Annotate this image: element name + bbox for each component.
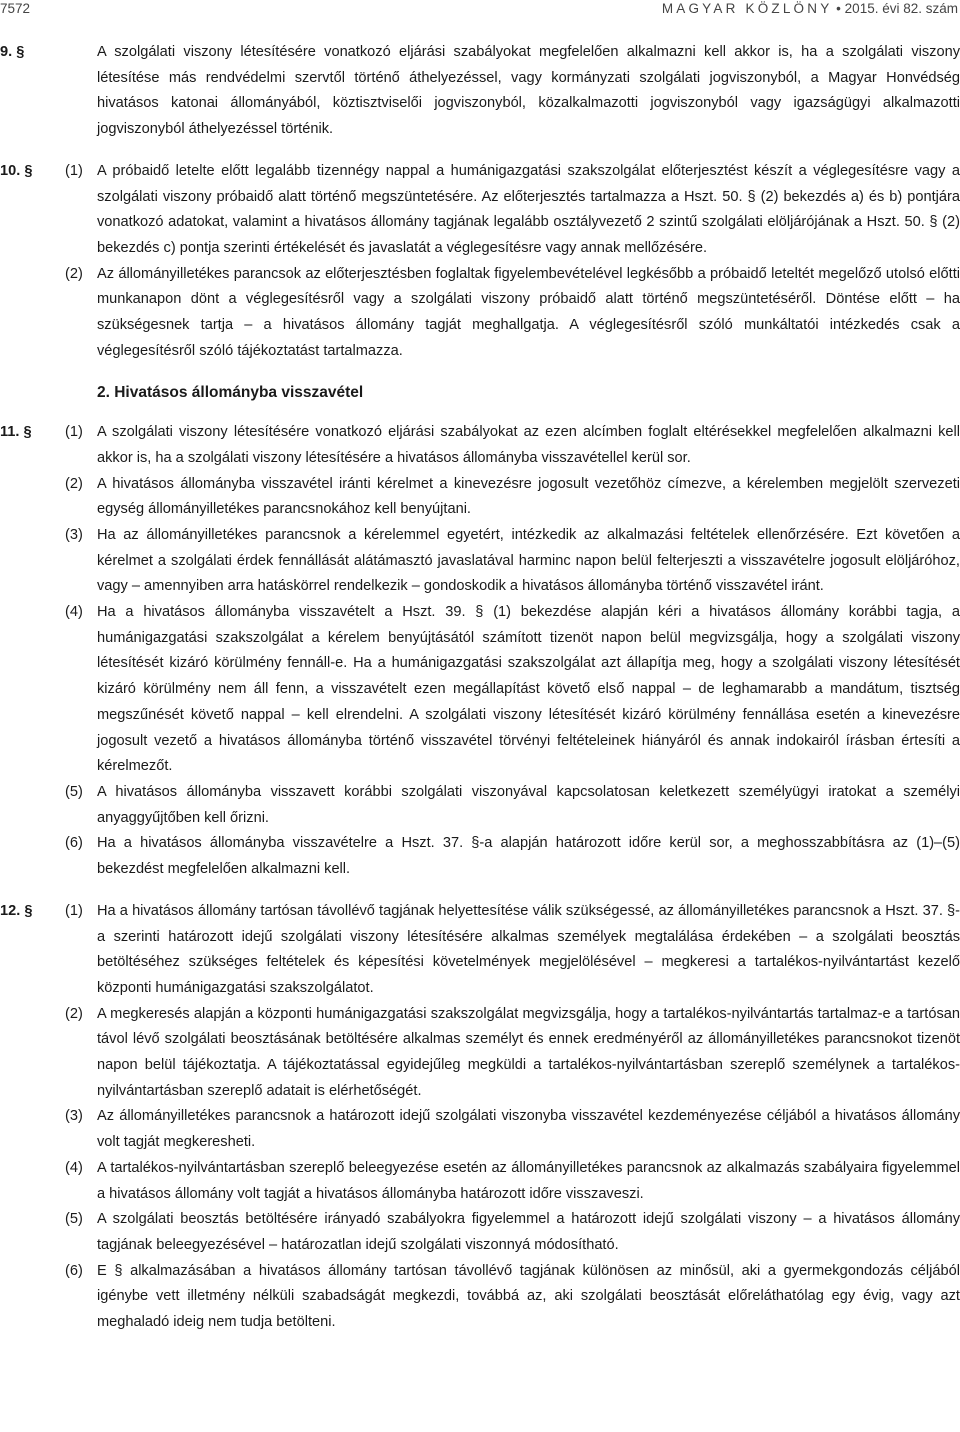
section-number: 12. § (0, 902, 33, 919)
paragraph-text: A megkeresés alapján a központi humánigazgatási szakszolgálat megvizsgálja, hogy a tartalékos-nyilvántartás tartalmaz-e a tartósan távol lévő szolgálati beosztásának betöltésére alkalmas személyt és ennek eredményéről az állományilletékes parancsnokot tizenöt napon belül tájékoztatja. A tájékoztatással egyidejűleg megküldi a tartalékos-nyilvántartásban szereplő személynek a tartalékos-nyilvántartásban szereplő adatait is elérhetőségét. (97, 1005, 960, 1099)
paragraph (65, 523, 960, 600)
section-number: 9. § (0, 44, 25, 60)
paragraph-text: A hivatásos állományba visszavétel iránti kérelmet a kinevezésre jogosult vezetőhöz címezve, a kérelemben megjelölt szervezeti egység állományilletékes parancsnokához kell benyújtani. (97, 475, 960, 518)
paragraph (65, 1002, 960, 1105)
paragraph-text: A tartalékos-nyilvántartásban szereplő beleegyezése esetén az állományilletékes parancsnok az alkalmazás szabályaira figyelemmel a hivatásos állomány volt tagját a hivatásos állományba határozott időre visszaveszi. (97, 1159, 960, 1202)
paragraph-number: (5) (65, 1211, 83, 1228)
paragraph-number: (2) (65, 1005, 83, 1022)
section-number: 11. § (0, 424, 32, 441)
paragraph-text: A hivatásos állományba visszavett korábbi szolgálati viszonyával kapcsolatosan keletkezett személyügyi iratokat a személyi anyaggyűjtőben kell őrizni. (97, 783, 960, 826)
paragraph-text: E § alkalmazásában a hivatásos állomány tartósan távollévő tagjának különösen az minősül, aki a gyermekgondozás céljából igénybe vett illetmény nélküli szabadságát megkezdi, továbbá az, aki szolgálati beosztását előreláthatólag egy évig, vagy azt meghaladó ideig nem tudja betölteni. (97, 1262, 960, 1331)
paragraph-number: (1) (65, 424, 83, 441)
paragraph (65, 899, 960, 1002)
paragraph-text: A szolgálati beosztás betöltésére irányadó szabályokra figyelemmel a határozott idejű szolgálati viszony – a hivatásos állomány tagjának beleegyezésével – határozatlan idejű szolgálati viszonnyá módosítható. (97, 1211, 960, 1253)
paragraph-number: (1) (65, 902, 83, 919)
paragraph (65, 1259, 960, 1336)
paragraph-number: (3) (65, 526, 83, 543)
page-number: 7572 (0, 1, 31, 16)
section-11 (0, 420, 960, 883)
paragraph-text: A próbaidő letelte előtt legalább tizennégy nappal a humánigazgatási szakszolgálat előterjesztést készít a véglegesítésre vagy a szolgálati viszony próbaidő alatt történő megszüntetésére. Az előterjesztés tartalmazza a Hszt. 50. § (2) bekezdés a) és b) pontjára vonatkozó adatokat, valamint a hivatásos állomány tagjának legalább osztályvezető 2 szintű szolgálati elöljárójának a Hszt. 50. § (2) bekezdés c) pontja szerinti értékelését és javaslatát a véglegesítésre vagy annak mellőzésére. (97, 162, 960, 256)
publication-info (662, 1, 958, 16)
paragraph-number: (5) (65, 783, 83, 800)
paragraph-text: Ha a hivatásos állományba visszavételre a Hszt. 37. §-a alapján határozott időre kerül sor, a meghosszabbításra az (1)–(5) bekezdést megfelelően alkalmazni kell. (97, 835, 960, 878)
page-header (0, 0, 960, 22)
paragraph (65, 159, 960, 262)
paragraph (65, 472, 960, 523)
paragraph (65, 262, 960, 365)
paragraph-text: A szolgálati viszony létesítésére vonatkozó eljárási szabályokat az ezen alcímben foglalt eltérésekkel megfelelően alkalmazni kell akkor is, ha a szolgálati viszony létesítésére a hivatásos állományba visszavétellel kerül sor. (97, 424, 960, 466)
paragraph (65, 780, 960, 831)
subtitle-heading: 2. Hivatásos állományba visszavétel (97, 384, 364, 402)
paragraph (65, 420, 960, 471)
paragraph (65, 1207, 960, 1258)
paragraph-number: (2) (65, 265, 83, 282)
paragraph-text: Ha az állományilletékes parancsnok a kérelemmel egyetért, intézkedik az alkalmazási feltételek ellenőrzésére. Ezt követően a kérelmet a szolgálati érdek fennállását alátámasztó javaslatával harminc napon belül felterjeszti a visszavételre jogosult elöljáróhoz, vagy – amennyiben arra hatáskörrel rendelkezik – gondoskodik a hivatásos állományba történő visszavétel iránt. (97, 526, 960, 595)
document-body (0, 40, 960, 1352)
paragraph-text: Az állományilletékes parancsnok a határozott idejű szolgálati viszonyba visszavétel kezdeményezése céljából a hivatásos állomány volt tagját megkeresheti. (97, 1108, 960, 1151)
paragraph (65, 600, 960, 780)
publication-name: MAGYAR KÖZLÖNY (661, 1, 833, 16)
section-text: A szolgálati viszony létesítésére vonatkozó eljárási szabályokat megfelelően alkalmazni kell akkor is, ha a szolgálati viszony létesítése más rendvédelmi szervtől történő áthelyezéssel, vagy kormányzati szolgálati jogviszonyból, a Magyar Honvédség hivatásos katonai állományából, köztisztviselői jogviszonyból, közalkalmazotti jogviszonyból vagy igazságügyi alkalmazotti jogviszonyból áthelyezéssel történik. (97, 44, 960, 138)
paragraph-number: (4) (65, 604, 83, 621)
paragraph (65, 1104, 960, 1155)
paragraph-number: (2) (65, 475, 83, 492)
paragraph-text: Ha a hivatásos állományba visszavételt a Hszt. 39. § (1) bekezdése alapján kéri a hivatásos állomány korábbi tagja, a humánigazgatási szakszolgálat a kérelem benyújtásától számított tizenöt napon belül megvizsgálja, hogy a szolgálati viszony létesítését kizáró körülmény fennáll-e. Ha a humánigazgatási szakszolgálat azt állapítja meg, hogy a szolgálati viszony létesítését kizáró körülmény nem áll fenn, a visszavételt ezen megállapítást követő első nappal – de leghamarabb a mandátum, tisztség megszűnését követő nappal – kell elrendelni. A szolgálati viszony létesítését kizáró körülmény fennállása esetén a kinevezésre jogosult vezető a hivatásos állományba történő visszavétel törvényi feltételeinek hiányáról és annak indokairól írásban értesíti a kérelmezőt. (97, 604, 960, 775)
paragraph-number: (4) (65, 1159, 83, 1176)
paragraph-number: (6) (65, 1262, 83, 1279)
paragraph-number: (1) (65, 162, 83, 179)
paragraph-text: Az állományilletékes parancsok az előterjesztésben foglaltak figyelembevételével legkésőbb a próbaidő leteltét megelőző utolsó előtti munkanapon dönt a véglegesítésről vagy a szolgálati viszony próbaidő alatt történő megszüntetéséről. Döntése előtt – ha szükségesnek tartja – a hivatásos állomány tagját meghallgatja. A véglegesítésről szóló munkáltatói intézkedés csak a véglegesítésről szóló tájékoztatást tartalmazza. (97, 265, 960, 359)
paragraph (65, 831, 960, 882)
issue-number: 2015. évi 82. szám (844, 1, 958, 16)
section-12 (0, 899, 960, 1336)
header-bullet: • (836, 1, 841, 16)
section-number: 10. § (0, 162, 33, 179)
paragraph-text: Ha a hivatásos állomány tartósan távollévő tagjának helyettesítése válik szükségessé, az állományilletékes parancsnok a Hszt. 37. §-a szerinti határozott idejű szolgálati viszony létesítésére alkalmas személyek megtalálása érdekében – a szolgálati beosztás betöltéséhez szükséges feltételek és képesítési követelmények megjelölésével – megkeresi a tartalékos-nyilvántartást kezelő központi humánigazgatási szakszolgálatot. (97, 902, 960, 996)
paragraph-number: (6) (65, 835, 83, 852)
paragraph-number: (3) (65, 1108, 83, 1125)
section-9 (0, 40, 960, 143)
paragraph (65, 1156, 960, 1207)
section-10 (0, 159, 960, 365)
